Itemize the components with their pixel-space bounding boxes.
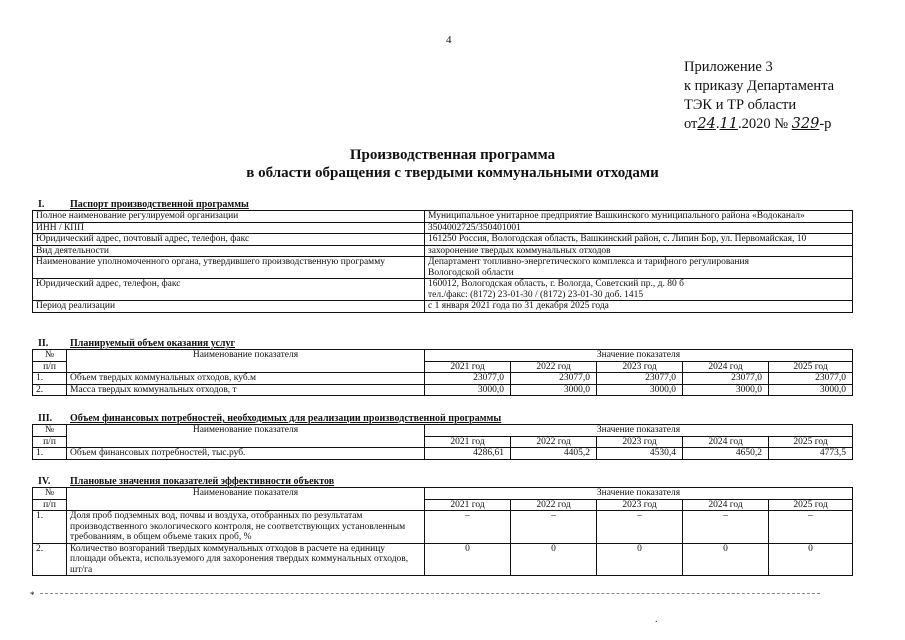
indicator-value: – bbox=[597, 511, 683, 544]
indicator-value: 0 bbox=[683, 543, 769, 576]
section-2-heading bbox=[38, 338, 235, 349]
passport-value bbox=[425, 301, 853, 313]
indicator-value: – bbox=[683, 511, 769, 544]
header-year: 2022 год bbox=[511, 361, 597, 373]
passport-row bbox=[33, 301, 853, 313]
indicator-value: – bbox=[511, 511, 597, 544]
passport-value bbox=[425, 245, 853, 257]
indicator-value: 4530,4 bbox=[597, 448, 683, 460]
handwritten-month: 11 bbox=[719, 116, 738, 132]
passport-value-line: Департамент топливно-энергетического комплекса и тарифного регулирования bbox=[428, 257, 749, 267]
section-3-number: III. bbox=[38, 413, 53, 424]
indicator-value: 23077,0 bbox=[425, 373, 511, 385]
section-1-heading bbox=[38, 199, 249, 210]
efficiency-table bbox=[32, 487, 853, 576]
passport-value bbox=[425, 222, 853, 234]
handwritten-order-number: 329 bbox=[791, 116, 820, 132]
header-year: 2021 год bbox=[425, 499, 511, 511]
header-no: № bbox=[33, 350, 67, 362]
passport-value bbox=[425, 279, 853, 301]
passport-value-line: 161250 Россия, Вологодская область, Вашкинский район, с. Липин Бор, ул. Первомайская, 10 bbox=[428, 234, 807, 244]
passport-label: ИНН / КПП bbox=[33, 222, 425, 234]
header-year: 2025 год bbox=[769, 361, 853, 373]
header-year: 2025 год bbox=[769, 436, 853, 448]
indicator-value: 23077,0 bbox=[597, 373, 683, 385]
document-title-line-2: в области обращения с твердыми коммунальными отходами bbox=[246, 165, 659, 181]
indicator-value: 3000,0 bbox=[511, 384, 597, 396]
passport-row bbox=[33, 257, 853, 279]
indicator-name: Количество возгораний твердых коммунальных отходов в расчете на единицу площади объекта, используемого для захоронения твердых коммунальных отходов, шт/га bbox=[67, 543, 425, 576]
passport-value bbox=[425, 211, 853, 223]
finance-table bbox=[32, 424, 853, 460]
passport-label: Полное наименование регулируемой организации bbox=[33, 211, 425, 223]
indicator-value: 4773,5 bbox=[769, 448, 853, 460]
header-year: 2024 год bbox=[683, 361, 769, 373]
indicator-value: 0 bbox=[597, 543, 683, 576]
passport-label: Вид деятельности bbox=[33, 245, 425, 257]
scan-mark-bottom: . bbox=[655, 614, 658, 625]
indicator-name: Объем финансовых потребностей, тыс.руб. bbox=[67, 448, 425, 460]
passport-value-line: 3504002725/350401001 bbox=[428, 222, 521, 233]
passport-value-line: тел./факс: (8172) 23-01-30 / (8172) 23-01-30 доб. 1415 bbox=[428, 289, 644, 300]
passport-row bbox=[33, 234, 853, 246]
section-2-number: II. bbox=[38, 338, 49, 349]
header-pp: п/п bbox=[33, 436, 67, 448]
indicator-row bbox=[33, 543, 853, 576]
row-number: 2. bbox=[33, 384, 67, 396]
header-year: 2024 год bbox=[683, 499, 769, 511]
header-year: 2021 год bbox=[425, 361, 511, 373]
appendix-line-3: ТЭК и ТР области bbox=[684, 97, 797, 113]
page-number: 4 bbox=[446, 34, 452, 46]
passport-value-line: с 1 января 2021 года по 31 декабря 2025 года bbox=[428, 301, 609, 311]
header-year: 2025 год bbox=[769, 499, 853, 511]
header-name: Наименование показателя bbox=[67, 425, 425, 448]
header-year: 2024 год bbox=[683, 436, 769, 448]
header-year: 2022 год bbox=[511, 499, 597, 511]
indicator-value: – bbox=[425, 511, 511, 544]
passport-table bbox=[32, 210, 853, 313]
indicator-row bbox=[33, 373, 853, 385]
passport-row bbox=[33, 222, 853, 234]
indicator-value: 3000,0 bbox=[683, 384, 769, 396]
indicator-name: Доля проб подземных вод, почвы и воздуха, отобранных по результатам производственного экологического контроля, не соответствующих установленным требованиям, в общем объеме таких проб, % bbox=[67, 511, 425, 544]
handwritten-day: 24 bbox=[697, 116, 716, 132]
document-title-line-1: Производственная программа bbox=[349, 147, 556, 163]
indicator-value: 4650,2 bbox=[683, 448, 769, 460]
indicator-name: Объем твердых коммунальных отходов, куб.м bbox=[67, 373, 425, 385]
header-year: 2023 год bbox=[597, 436, 683, 448]
passport-value-line: захоронение твердых коммунальных отходов bbox=[428, 245, 611, 256]
section-1-title: Паспорт производственной программы bbox=[70, 199, 249, 210]
indicator-row bbox=[33, 384, 853, 396]
date-prefix: от bbox=[684, 116, 698, 132]
header-year: 2023 год bbox=[597, 499, 683, 511]
section-4-title: Плановые значения показателей эффективности объектов bbox=[70, 476, 335, 487]
appendix-line-2: к приказу Департамента bbox=[684, 78, 835, 94]
appendix-date-line: от24.11.2020 № 329-р bbox=[684, 116, 832, 132]
indicator-name: Масса твердых коммунальных отходов, т bbox=[67, 384, 425, 396]
passport-value-line: Муниципальное унитарное предприятие Вашкинского муниципального района «Водоканал» bbox=[428, 211, 805, 221]
header-name: Наименование показателя bbox=[67, 488, 425, 511]
header-no: № bbox=[33, 425, 67, 437]
header-value: Значение показателя bbox=[425, 350, 853, 362]
indicator-value: 0 bbox=[769, 543, 853, 576]
header-value: Значение показателя bbox=[425, 425, 853, 437]
indicator-value: 0 bbox=[511, 543, 597, 576]
passport-row bbox=[33, 211, 853, 223]
passport-label: Юридический адрес, почтовый адрес, телефон, факс bbox=[33, 234, 425, 246]
passport-label: Юридический адрес, телефон, факс bbox=[33, 279, 425, 301]
section-3-heading bbox=[38, 413, 501, 424]
passport-label: Наименование уполномоченного органа, утвердившего производственную программу bbox=[33, 257, 425, 279]
indicator-value: 4405,2 bbox=[511, 448, 597, 460]
header-name: Наименование показателя bbox=[67, 350, 425, 373]
header-pp: п/п bbox=[33, 361, 67, 373]
section-1-number: I. bbox=[38, 199, 45, 210]
appendix-line-1: Приложение 3 bbox=[684, 59, 773, 75]
row-number: 1. bbox=[33, 448, 67, 460]
indicator-value: 23077,0 bbox=[683, 373, 769, 385]
passport-value-line: Вологодской области bbox=[428, 267, 514, 278]
indicator-value: 3000,0 bbox=[769, 384, 853, 396]
passport-row bbox=[33, 279, 853, 301]
scan-cut-line bbox=[40, 593, 820, 594]
row-number: 1. bbox=[33, 511, 67, 544]
passport-value bbox=[425, 257, 853, 279]
indicator-value: 23077,0 bbox=[511, 373, 597, 385]
services-table bbox=[32, 349, 853, 396]
passport-label: Период реализации bbox=[33, 301, 425, 313]
section-4-heading bbox=[38, 476, 334, 487]
passport-row bbox=[33, 245, 853, 257]
indicator-value: 23077,0 bbox=[769, 373, 853, 385]
date-year: .2020 № bbox=[737, 116, 789, 132]
indicator-value: 3000,0 bbox=[425, 384, 511, 396]
indicator-value: – bbox=[769, 511, 853, 544]
header-year: 2022 год bbox=[511, 436, 597, 448]
indicator-row bbox=[33, 511, 853, 544]
header-no: № bbox=[33, 488, 67, 500]
order-suffix: -р bbox=[819, 116, 832, 132]
section-4-number: IV. bbox=[38, 476, 51, 487]
indicator-value: 4286,61 bbox=[425, 448, 511, 460]
appendix-block bbox=[684, 58, 834, 134]
section-2-title: Планируемый объем оказания услуг bbox=[70, 338, 236, 349]
indicator-value: 0 bbox=[425, 543, 511, 576]
row-number: 2. bbox=[33, 543, 67, 576]
scan-mark-left: * bbox=[30, 590, 35, 600]
indicator-value: 3000,0 bbox=[597, 384, 683, 396]
row-number: 1. bbox=[33, 373, 67, 385]
passport-value-line: 160012, Вологодская область, г. Вологда, Советский пр., д. 80 б bbox=[428, 279, 684, 289]
header-pp: п/п bbox=[33, 499, 67, 511]
header-value: Значение показателя bbox=[425, 488, 853, 500]
header-year: 2023 год bbox=[597, 361, 683, 373]
passport-value bbox=[425, 234, 853, 246]
section-3-title: Объем финансовых потребностей, необходимых для реализации производственной программы bbox=[70, 413, 502, 424]
indicator-row bbox=[33, 448, 853, 460]
header-year: 2021 год bbox=[425, 436, 511, 448]
